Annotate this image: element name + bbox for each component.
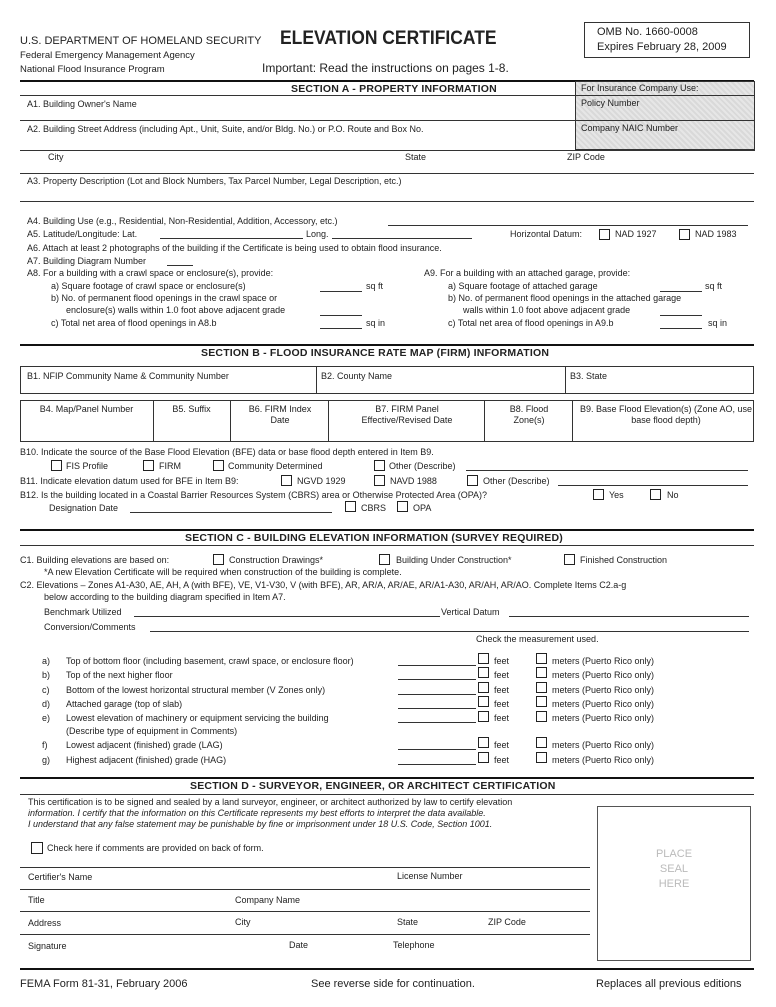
certification-para-2: information. I certify that the information on this Certificate represents my best efforts to interpret the data available. xyxy=(28,808,486,818)
construction-drawings-label: Construction Drawings* xyxy=(229,555,324,565)
a9c-unit: sq in xyxy=(708,318,728,328)
nad1983-label: NAD 1983 xyxy=(695,229,737,239)
a8b-input[interactable] xyxy=(320,315,362,316)
meters-checkbox[interactable] xyxy=(536,737,547,748)
feet-checkbox[interactable] xyxy=(478,752,489,763)
certification-para-3: I understand that any false statement may be punishable by fine or imprisonment under 18 U.S. Code, Section 1001. xyxy=(28,819,493,829)
designation-date-input[interactable] xyxy=(130,512,332,513)
firm-label: FIRM xyxy=(159,461,181,471)
city-field[interactable]: City xyxy=(48,152,64,162)
construction-drawings-checkbox[interactable] xyxy=(213,554,224,565)
meters-checkbox[interactable] xyxy=(536,752,547,763)
feet-label: feet xyxy=(494,670,510,680)
meters-label: meters (Puerto Rico only) xyxy=(552,699,655,709)
meters-label: meters (Puerto Rico only) xyxy=(552,656,655,666)
a5-long-input[interactable] xyxy=(332,238,472,239)
b2-county-field[interactable]: B2. County Name xyxy=(321,371,393,381)
a7-diagram-label: A7. Building Diagram Number xyxy=(27,256,147,266)
a8c-label: c) Total net area of flood openings in A8.b xyxy=(51,318,217,328)
meters-label: meters (Puerto Rico only) xyxy=(552,755,655,765)
finished-construction-label: Finished Construction xyxy=(580,555,668,565)
a8a-label: a) Square footage of crawl space or enclosure(s) xyxy=(51,281,246,291)
b12-label: B12. Is the building located in a Coastal Barrier Resources System (CBRS) area or Otherwise Protected Area (OPA)? xyxy=(20,490,488,500)
b12-no-label: No xyxy=(667,490,679,500)
company-name-field[interactable]: Company Name xyxy=(235,895,301,905)
meters-label: meters (Puerto Rico only) xyxy=(552,713,655,723)
form-number: FEMA Form 81-31, February 2006 xyxy=(20,978,188,990)
a9b-input[interactable] xyxy=(660,315,702,316)
c2-item-text: Attached garage (top of slab) xyxy=(66,699,183,709)
designation-date-label: Designation Date xyxy=(49,503,119,513)
cbrs-label: CBRS xyxy=(361,503,387,513)
c2-item-letter: d) xyxy=(42,699,51,709)
c2-item-text: Lowest elevation of machinery or equipment servicing the building xyxy=(66,713,329,723)
c2-elevation-input[interactable] xyxy=(398,722,476,723)
form-title: ELEVATION CERTIFICATE xyxy=(280,28,497,49)
c2-item-text: Highest adjacent (finished) grade (HAG) xyxy=(66,755,227,765)
feet-label: feet xyxy=(494,755,510,765)
b12-yes-checkbox[interactable] xyxy=(593,489,604,500)
c1-note: *A new Elevation Certificate will be required when construction of the building is complete. xyxy=(44,567,402,577)
seal-box xyxy=(597,806,751,961)
state-field[interactable]: State xyxy=(405,152,427,162)
feet-label: feet xyxy=(494,656,510,666)
benchmark-label: Benchmark Utilized xyxy=(44,607,122,617)
program-name: National Flood Insurance Program xyxy=(20,64,165,75)
section-d-title: SECTION D - SURVEYOR, ENGINEER, OR ARCHITECT CERTIFICATION xyxy=(190,780,556,792)
a8b-label-2: enclosure(s) walls within 1.0 foot above adjacent grade xyxy=(66,305,286,315)
a9b-label-2: walls within 1.0 foot above adjacent grade xyxy=(463,305,631,315)
a9a-input[interactable] xyxy=(660,291,702,292)
firm-checkbox[interactable] xyxy=(143,460,154,471)
c2-item-text: Top of the next higher floor xyxy=(66,670,173,680)
b10-other-input[interactable] xyxy=(466,470,748,471)
date-field[interactable]: Date xyxy=(289,940,309,950)
a9-label: A9. For a building with an attached garage, provide: xyxy=(424,268,631,278)
a8a-unit: sq ft xyxy=(366,281,384,291)
nad1927-label: NAD 1927 xyxy=(615,229,657,239)
feet-label: feet xyxy=(494,685,510,695)
c2-item-text: Top of bottom floor (including basement, crawl space, or enclosure floor) xyxy=(66,656,354,666)
a8-label: A8. For a building with a crawl space or enclosure(s), provide: xyxy=(27,268,274,278)
replaces-note: Replaces all previous editions xyxy=(596,978,742,990)
a3-property-description-field[interactable]: A3. Property Description (Lot and Block Numbers, Tax Parcel Number, Legal Description, etc.) xyxy=(27,176,402,186)
c2-item-text: Lowest adjacent (finished) grade (LAG) xyxy=(66,740,223,750)
feet-label: feet xyxy=(494,699,510,709)
b3-state-field[interactable]: B3. State xyxy=(570,371,608,381)
important-note: Important: Read the instructions on pages 1-8. xyxy=(262,61,509,75)
b11-other-input[interactable] xyxy=(558,485,748,486)
navd1988-checkbox[interactable] xyxy=(374,475,385,486)
c2-item-letter: e) xyxy=(42,713,51,723)
title-field[interactable]: Title xyxy=(28,895,45,905)
b9-bfe-field[interactable]: B9. Base Flood Elevation(s) (Zone AO, use base flood depth) xyxy=(579,404,753,425)
meters-checkbox[interactable] xyxy=(536,682,547,693)
feet-label: feet xyxy=(494,713,510,723)
c2-item-letter: c) xyxy=(42,685,50,695)
a9a-unit: sq ft xyxy=(705,281,723,291)
feet-checkbox[interactable] xyxy=(478,682,489,693)
horizontal-datum-label: Horizontal Datum: xyxy=(510,229,583,239)
fis-profile-checkbox[interactable] xyxy=(51,460,62,471)
a8c-unit: sq in xyxy=(366,318,386,328)
policy-number-field[interactable]: Policy Number xyxy=(581,98,640,108)
nad1983-checkbox[interactable] xyxy=(679,229,690,240)
c1-label: C1. Building elevations are based on: xyxy=(20,555,170,565)
c2-elevation-input[interactable] xyxy=(398,764,476,765)
b12-no-checkbox[interactable] xyxy=(650,489,661,500)
section-c-title: SECTION C - BUILDING ELEVATION INFORMATION (SURVEY REQUIRED) xyxy=(185,532,563,544)
vertical-datum-input[interactable] xyxy=(509,616,749,617)
opa-checkbox[interactable] xyxy=(397,501,408,512)
comments-checkbox[interactable] xyxy=(31,842,43,854)
conversion-input[interactable] xyxy=(150,631,749,632)
vertical-datum-label: Vertical Datum xyxy=(441,607,500,617)
d-city-field[interactable]: City xyxy=(235,917,251,927)
a9c-input[interactable] xyxy=(660,328,702,329)
a9a-label: a) Square footage of attached garage xyxy=(448,281,598,291)
feet-label: feet xyxy=(494,740,510,750)
b10-label: B10. Indicate the source of the Base Flood Elevation (BFE) data or base flood depth entered in Item B9. xyxy=(20,447,434,457)
seal-text-3: HERE xyxy=(658,878,690,890)
c2-intro-1: C2. Elevations – Zones A1-A30, AE, AH, A (with BFE), VE, V1-V30, V (with BFE), AR, AR/A, AR/AE, AR/A1-A30, AR/AH, AR/AO. Complete Items C2.a-g xyxy=(20,580,627,590)
under-construction-checkbox[interactable] xyxy=(379,554,390,565)
navd1988-label: NAVD 1988 xyxy=(390,476,437,486)
naic-number-field[interactable]: Company NAIC Number xyxy=(581,123,679,133)
opa-label: OPA xyxy=(413,503,432,513)
a4-building-use-label: A4. Building Use (e.g., Residential, Non-Residential, Addition, Accessory, etc.) xyxy=(27,216,338,226)
ngvd1929-label: NGVD 1929 xyxy=(297,476,346,486)
section-a-title: SECTION A - PROPERTY INFORMATION xyxy=(291,83,497,95)
feet-checkbox[interactable] xyxy=(478,696,489,707)
meters-checkbox[interactable] xyxy=(536,711,547,722)
c2-item-letter: g) xyxy=(42,755,51,765)
b11-other-label: Other (Describe) xyxy=(483,476,550,486)
c2-item-text: Bottom of the lowest horizontal structural member (V Zones only) xyxy=(66,685,326,695)
b10-other-label: Other (Describe) xyxy=(389,461,456,471)
meters-checkbox[interactable] xyxy=(536,653,547,664)
meters-checkbox[interactable] xyxy=(536,696,547,707)
benchmark-input[interactable] xyxy=(134,616,440,617)
b12-yes-label: Yes xyxy=(609,490,624,500)
conversion-label: Conversion/Comments xyxy=(44,622,136,632)
a5-lat-label: A5. Latitude/Longitude: Lat. xyxy=(27,229,138,239)
a9b-label-1: b) No. of permanent flood openings in the attached garage xyxy=(448,293,682,303)
ngvd1929-checkbox[interactable] xyxy=(281,475,292,486)
feet-checkbox[interactable] xyxy=(478,667,489,678)
b5-suffix-field[interactable]: B5. Suffix xyxy=(172,404,211,414)
a5-long-label: Long. xyxy=(306,229,329,239)
seal-text-2: SEAL xyxy=(659,863,689,875)
c2-item-letter: f) xyxy=(42,740,48,750)
certification-para-1: This certification is to be signed and sealed by a land surveyor, engineer, or architect authorized by law to certify elevation xyxy=(28,797,513,807)
c2-elevation-input[interactable] xyxy=(398,708,476,709)
a8b-label-1: b) No. of permanent flood openings in the crawl space or xyxy=(51,293,278,303)
feet-checkbox[interactable] xyxy=(478,711,489,722)
b11-other-checkbox[interactable] xyxy=(467,475,478,486)
nad1927-checkbox[interactable] xyxy=(599,229,610,240)
signature-field[interactable]: Signature xyxy=(28,941,67,951)
meters-label: meters (Puerto Rico only) xyxy=(552,740,655,750)
meters-label: meters (Puerto Rico only) xyxy=(552,670,655,680)
c2-elevation-input[interactable] xyxy=(398,694,476,695)
a1-owner-name-field[interactable]: A1. Building Owner's Name xyxy=(27,99,137,109)
b1-community-field[interactable]: B1. NFIP Community Name & Community Number xyxy=(27,371,229,381)
c2-item-e-note: (Describe type of equipment in Comments) xyxy=(66,726,238,736)
certifier-name-field[interactable]: Certifier's Name xyxy=(28,872,93,882)
a4-building-use-input[interactable] xyxy=(388,225,748,226)
feet-checkbox[interactable] xyxy=(478,737,489,748)
section-b-title: SECTION B - FLOOD INSURANCE RATE MAP (FIRM) INFORMATION xyxy=(201,347,550,359)
finished-construction-checkbox[interactable] xyxy=(564,554,575,565)
omb-number: OMB No. 1660-0008 xyxy=(597,26,698,38)
comments-check-label: Check here if comments are provided on back of form. xyxy=(47,843,264,853)
cbrs-checkbox[interactable] xyxy=(345,501,356,512)
continuation-note: See reverse side for continuation. xyxy=(311,978,475,990)
a2-street-address-field[interactable]: A2. Building Street Address (including Apt., Unit, Suite, and/or Bldg. No.) or P.O. Route and Box No. xyxy=(27,124,424,134)
b8-flood-zone-field[interactable]: B8. Flood Zone(s) xyxy=(509,404,549,425)
insurance-use-label: For Insurance Company Use: xyxy=(581,83,699,93)
community-determined-checkbox[interactable] xyxy=(213,460,224,471)
expiration: Expires February 28, 2009 xyxy=(597,41,727,53)
c2-intro-2: below according to the building diagram specified in Item A7. xyxy=(44,592,286,602)
c2-elevation-input[interactable] xyxy=(398,665,476,666)
b11-label: B11. Indicate elevation datum used for BFE in Item B9: xyxy=(20,476,239,486)
c2-elevation-input[interactable] xyxy=(398,749,476,750)
b10-other-checkbox[interactable] xyxy=(374,460,385,471)
meters-checkbox[interactable] xyxy=(536,667,547,678)
telephone-field[interactable]: Telephone xyxy=(393,940,435,950)
c2-elevation-input[interactable] xyxy=(398,679,476,680)
c2-item-letter: a) xyxy=(42,656,51,666)
d-zip-field[interactable]: ZIP Code xyxy=(488,917,526,927)
meters-label: meters (Puerto Rico only) xyxy=(552,685,655,695)
a6-photographs: A6. Attach at least 2 photographs of the building if the Certificate is being used to obtain flood insurance. xyxy=(27,243,442,253)
seal-text-1: PLACE xyxy=(655,848,693,860)
a9c-label: c) Total net area of flood openings in A9.b xyxy=(448,318,614,328)
license-number-field[interactable]: License Number xyxy=(397,871,463,881)
zip-field[interactable]: ZIP Code xyxy=(567,152,605,162)
a8a-input[interactable] xyxy=(320,291,362,292)
feet-checkbox[interactable] xyxy=(478,653,489,664)
b7-firm-panel-field[interactable]: B7. FIRM Panel Effective/Revised Date xyxy=(361,404,453,425)
c2-item-letter: b) xyxy=(42,670,51,680)
a8c-input[interactable] xyxy=(320,328,362,329)
agency-name: Federal Emergency Management Agency xyxy=(20,50,195,61)
fis-profile-label: FIS Profile xyxy=(66,461,109,471)
a5-lat-input[interactable] xyxy=(160,238,303,239)
b4-map-panel-field[interactable]: B4. Map/Panel Number xyxy=(39,404,134,414)
under-construction-label: Building Under Construction* xyxy=(396,555,512,565)
a7-diagram-input[interactable] xyxy=(167,265,193,266)
check-measurement-label: Check the measurement used. xyxy=(476,634,599,644)
b6-firm-index-field[interactable]: B6. FIRM Index Date xyxy=(248,404,312,425)
community-determined-label: Community Determined xyxy=(228,461,323,471)
d-state-field[interactable]: State xyxy=(397,917,419,927)
address-field[interactable]: Address xyxy=(28,918,62,928)
dept-name: U.S. DEPARTMENT OF HOMELAND SECURITY xyxy=(20,35,262,47)
omb-box xyxy=(584,22,750,58)
